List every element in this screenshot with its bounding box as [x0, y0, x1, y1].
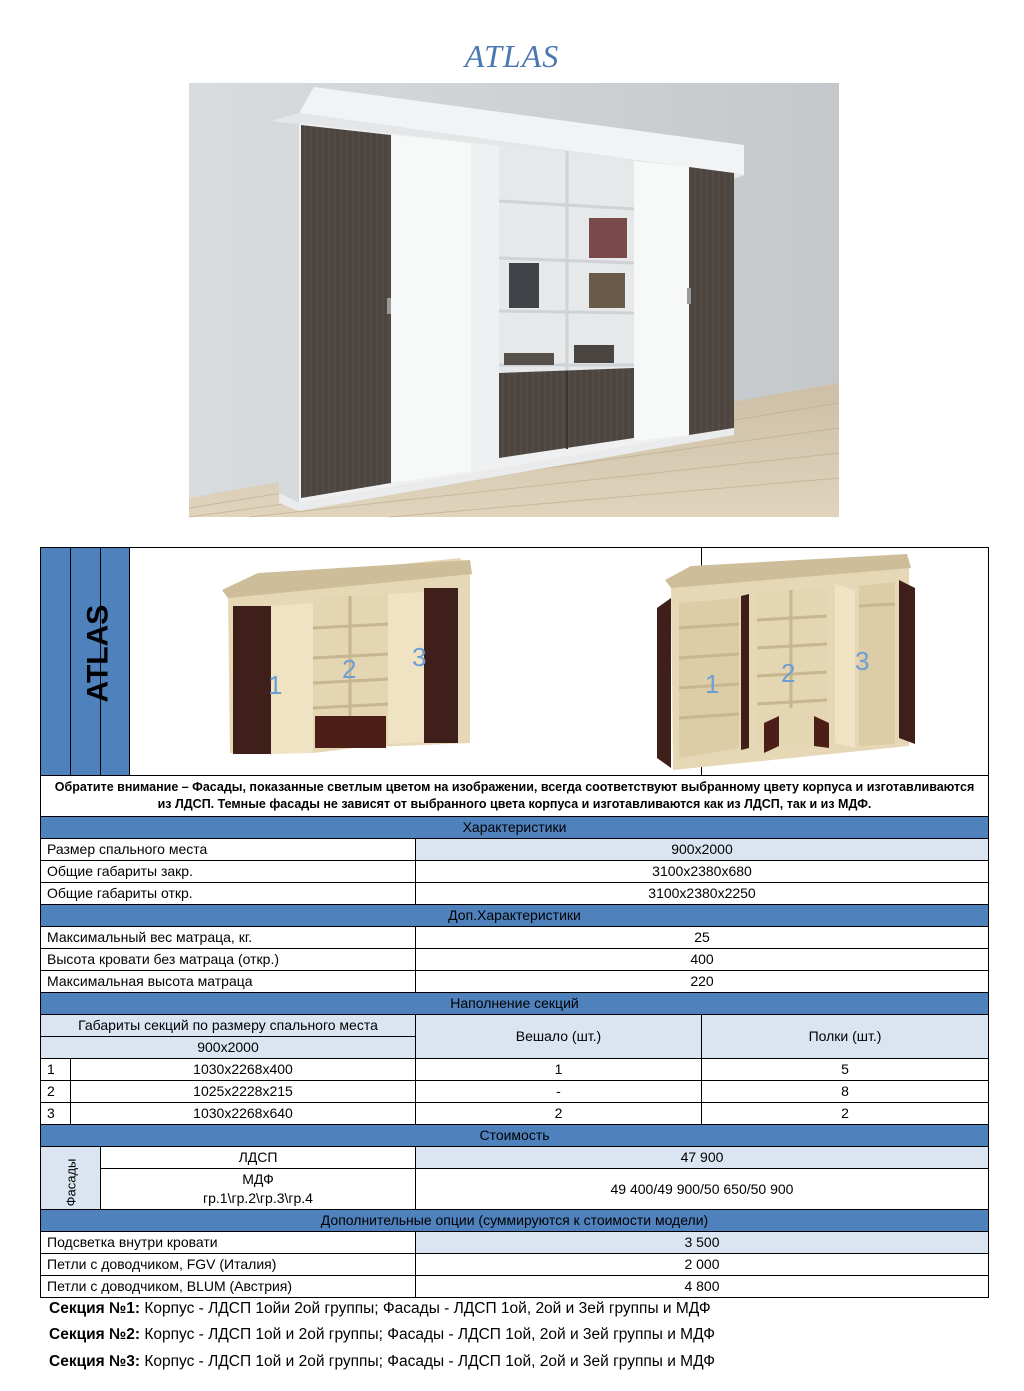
table-row: Подсветка внутри кровати 3 500: [41, 1232, 989, 1254]
mdf-price: 49 400/49 900/50 650/50 900: [416, 1169, 989, 1210]
table-row: Высота кровати без матраца (откр.) 400: [41, 949, 989, 971]
closed-diagram-cell: [130, 548, 702, 776]
sections-header: Наполнение секций: [41, 993, 989, 1015]
mdf-groups: гр.1\гр.2\гр.3\гр.4: [203, 1190, 313, 1206]
note-text: Обратите внимание – Фасады, показанные светлым цветом на изображении, всегда соответствуют выбранному цвету корпуса и изготавливаются из ЛДСП. Темные фасады не зависят от выбранного цвета корпуса и изготавливаются как из ЛДСП, так и из МДФ.: [41, 776, 989, 817]
mdf-label-cell: [101, 1169, 416, 1210]
closed-label-3: 3: [412, 642, 427, 672]
table-row: Максимальная высота матраца 220: [41, 971, 989, 993]
table-row: Общие габариты откр. 3100х2380х2250: [41, 883, 989, 905]
open-label-3: 3: [855, 646, 870, 676]
table-row: 3 1030х2268х640 2 2: [41, 1103, 989, 1125]
closed-label-2: 2: [342, 654, 357, 684]
table-row: Петли с доводчиком, BLUM (Австрия) 4 800: [41, 1276, 989, 1298]
mdf-label: МДФ: [242, 1171, 274, 1187]
characteristics-header: Характеристики: [41, 817, 989, 839]
cost-header: Стоимость: [41, 1125, 989, 1147]
section-note-2: Секция №2: Корпус - ЛДСП 1ой и 2ой группы; Фасады - ЛДСП 1ой, 2ой и 3ей группы и МДФ: [49, 1326, 716, 1343]
col-dims-subheader: 900х2000: [41, 1037, 416, 1059]
side-label-cell: [41, 548, 71, 776]
table-row: Петли с доводчиком, FGV (Италия) 2 000: [41, 1254, 989, 1276]
open-diagram-cell: [702, 548, 989, 776]
spec-table: [40, 547, 989, 1298]
facades-label: Фасады: [63, 1158, 79, 1207]
table-row: 2 1025х2228х215 - 8: [41, 1081, 989, 1103]
section-note-1: Секция №1: Корпус - ЛДСП 1ойи 2ой группы; Фасады - ЛДСП 1ой, 2ой и 3ей группы и МДФ: [49, 1300, 711, 1317]
table-row: 1 1030х2268х400 1 5: [41, 1059, 989, 1081]
extra-characteristics-header: Доп.Характеристики: [41, 905, 989, 927]
closed-wardrobe-diagram: [130, 548, 558, 775]
side-label: ATLAS: [81, 604, 115, 703]
table-row: Размер спального места 900х2000: [41, 839, 989, 861]
table-row: Общие габариты закр. 3100х2380х680: [41, 861, 989, 883]
ldsp-label: ЛДСП: [101, 1147, 416, 1169]
table-row: Максимальный вес матраца, кг. 25: [41, 927, 989, 949]
open-label-2: 2: [781, 658, 796, 688]
open-label-1: 1: [705, 669, 720, 699]
col-hangers-header: Вешало (шт.): [416, 1015, 702, 1059]
options-header: Дополнительные опции (суммируются к стоимости модели): [41, 1210, 989, 1232]
closed-label-1: 1: [268, 670, 283, 700]
page-title: ATLAS: [464, 38, 560, 74]
facades-cell: [41, 1147, 101, 1210]
col-shelves-header: Полки (шт.): [702, 1015, 989, 1059]
col-dims-header: Габариты секций по размеру спального места: [41, 1015, 416, 1037]
hero-render-image: [189, 83, 839, 517]
ldsp-price: 47 900: [416, 1147, 989, 1169]
section-note-3: Секция №3: Корпус - ЛДСП 1ой и 2ой группы; Фасады - ЛДСП 1ой, 2ой и 3ей группы и МДФ: [49, 1353, 716, 1370]
